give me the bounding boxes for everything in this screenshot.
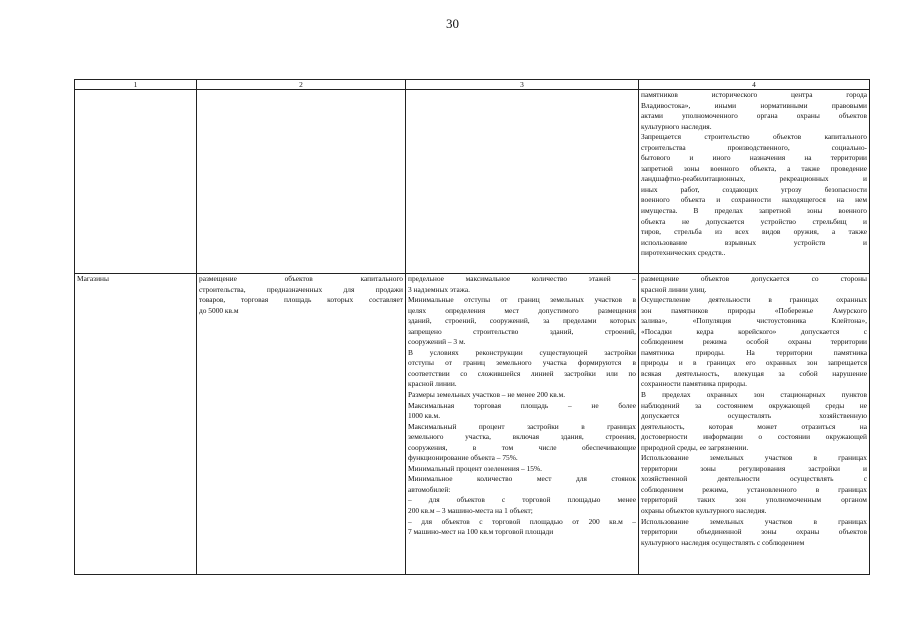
- row1-col4-text: [641, 90, 867, 259]
- text-line: военного объекта и сохранности находящегося на нем: [641, 195, 867, 205]
- text-line: Минимальный процент озеленения – 15%.: [408, 463, 542, 473]
- text-line: соблюдением режима, установленного в границах: [641, 484, 867, 494]
- text-line: предельное максимальное количество этажей –: [408, 274, 636, 283]
- text-line: 7 машино-мест на 100 кв.м торговой площади: [408, 527, 554, 537]
- text-line: товаров, торговая площадь которых составляет: [199, 295, 403, 305]
- text-line: 200 кв.м – 3 машино-места на 1 объект;: [408, 506, 533, 516]
- text-line: хозяйственной деятельности осуществлять с: [641, 474, 867, 484]
- text-line: 3 надземных этажа.: [408, 284, 470, 294]
- text-line: сохранности памятника природы.: [641, 379, 747, 389]
- text-line: до 5000 кв.м: [199, 305, 239, 315]
- text-line: охраны объектов культурного наследия.: [641, 506, 767, 516]
- text-line: Минимальные отступы от границ земельных участков в: [408, 295, 636, 305]
- text-line: автомобилей:: [408, 484, 451, 494]
- table-row: [75, 274, 870, 575]
- text-line: зон памятников природы «Побережье Амурского: [641, 305, 867, 315]
- text-line: Использование земельных участков в границах: [641, 453, 867, 463]
- text-line: – для объектов с торговой площадью менее: [408, 495, 636, 505]
- text-line: В условиях реконструкции существующей застройки: [408, 347, 636, 357]
- regulations-table: [74, 79, 870, 575]
- text-line: зданий, строений, сооружений, за пределами которых: [408, 316, 636, 326]
- text-line: Владивостока», иными нормативными правовыми: [641, 100, 867, 110]
- page-number: 30: [446, 16, 459, 31]
- row1-col3: [406, 90, 639, 274]
- text-line: памятника природы. На территории памятника: [641, 347, 867, 357]
- text-line: культурного наследия.: [641, 121, 712, 131]
- text-line: территории объединенной зоны охраны объектов: [641, 527, 867, 537]
- column-header: 1: [75, 80, 197, 90]
- row2-col3: [406, 274, 639, 575]
- text-line: функционирование объекта – 75%.: [408, 453, 518, 463]
- text-line: В пределах охранных зон стационарных пунктов: [641, 390, 867, 400]
- text-line: Минимальное количество мест для стоянок: [408, 474, 636, 484]
- text-line: размещение объектов допускается со стороны: [641, 274, 867, 283]
- row2-col4-text: [641, 274, 867, 548]
- text-line: пиротехнических средств..: [641, 248, 726, 258]
- text-line: размещение объектов капитального: [199, 274, 403, 283]
- table-header-row: [75, 80, 870, 90]
- text-line: отступы от границ земельного участка формируются в: [408, 358, 636, 368]
- text-line: строительства производственного, социально-: [641, 142, 867, 152]
- text-line: соблюдением режима особой охраны территории: [641, 337, 867, 347]
- row2-col2: [197, 274, 406, 575]
- text-line: целях определения мест допустимого размещения: [408, 305, 636, 315]
- text-line: красной линии улиц.: [641, 284, 707, 294]
- text-line: красной линии.: [408, 379, 457, 389]
- text-line: тиров, стрельба из всех видов оружия, а также: [641, 227, 867, 237]
- column-header: 4: [639, 80, 870, 90]
- text-line: запрещено строительство зданий, строений,: [408, 326, 636, 336]
- row2-col4: [639, 274, 870, 575]
- text-line: иных работ, создающих угрозу безопасности: [641, 184, 867, 194]
- text-line: залива», «Популяция чистоустовника Клейтона»,: [641, 316, 867, 326]
- text-line: Максимальная торговая площадь – не более: [408, 400, 636, 410]
- text-line: бытового и иного назначения на территории: [641, 153, 867, 163]
- text-line: наблюдений за состоянием окружающей среды не: [641, 400, 867, 410]
- text-line: природной среды, ее загрязнении.: [641, 442, 749, 452]
- text-line: природы и в границах его охранных зон запрещается: [641, 358, 867, 368]
- column-header: 3: [406, 80, 639, 90]
- text-line: деятельность, которая может отразиться на: [641, 421, 867, 431]
- text-line: объекта не допускается устройство стрельбищ и: [641, 216, 867, 226]
- text-line: Использование земельных участков в границах: [641, 516, 867, 526]
- text-line: культурного наследия осуществлять с соблюдением: [641, 537, 805, 547]
- text-line: Размеры земельных участков – не менее 200 кв.м.: [408, 390, 566, 400]
- text-line: территорий таких зон уполномоченным органом: [641, 495, 867, 505]
- row1-col1: [75, 90, 197, 274]
- text-line: строительства, предназначенных для продажи: [199, 284, 403, 294]
- text-line: использование взрывных устройств и: [641, 237, 867, 247]
- text-line: запретной зоны военного объекта, а также проведение: [641, 163, 867, 173]
- text-line: 1000 кв.м.: [408, 411, 441, 421]
- row2-col2-text: [199, 274, 403, 316]
- text-line: всякая деятельность, влекущая за собой нарушение: [641, 368, 867, 378]
- text-line: ландшафтно-реабилитационных, рекреационных и: [641, 174, 867, 184]
- text-line: имущества. В пределах запретной зоны военного: [641, 206, 867, 216]
- text-line: Запрещается строительство объектов капитального: [641, 132, 867, 142]
- text-line: сооружений – 3 м.: [408, 337, 466, 347]
- text-line: допускается осуществлять хозяйственную: [641, 411, 867, 421]
- text-line: Осуществление деятельности в границах охранных: [641, 295, 867, 305]
- row2-col1: Магазины: [75, 274, 197, 575]
- table-row: [75, 90, 870, 274]
- row2-col3-text: [408, 274, 636, 538]
- text-line: территории зоны регулирования застройки и: [641, 463, 867, 473]
- text-line: соответствии со сложившейся линией застройки или по: [408, 368, 636, 378]
- row1-col4: [639, 90, 870, 274]
- text-line: – для объектов с торговой площадью от 200 кв.м –: [408, 516, 636, 526]
- text-line: Максимальный процент застройки в границах: [408, 421, 636, 431]
- text-line: актами уполномоченного органа охраны объектов: [641, 111, 867, 121]
- text-line: памятников исторического центра города: [641, 90, 867, 99]
- row1-col2: [197, 90, 406, 274]
- text-line: земельного участка, включая здания, строения,: [408, 432, 636, 442]
- column-header: 2: [197, 80, 406, 90]
- text-line: «Посадки кедра корейского» допускается с: [641, 326, 867, 336]
- text-line: сооружения, в том числе обеспечивающие: [408, 442, 636, 452]
- text-line: достоверности информации о состоянии окружающей: [641, 432, 867, 442]
